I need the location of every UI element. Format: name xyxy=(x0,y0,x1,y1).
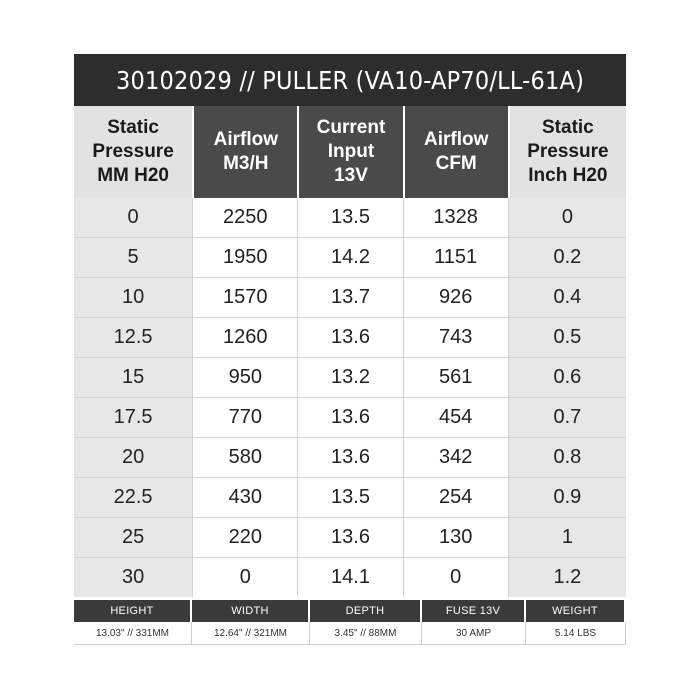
header-line: Pressure xyxy=(92,141,174,162)
static-pressure-mm-cell: 22.5 xyxy=(74,477,192,517)
airflow-m3h-cell: 0 xyxy=(192,557,297,597)
airflow-cfm-cell: 0 xyxy=(403,557,508,597)
table-row xyxy=(74,397,626,437)
product-title: 30102029 // PULLER (VA10-AP70/LL-61A) xyxy=(74,54,626,106)
dimension-label-fuse: FUSE 13V xyxy=(422,600,526,622)
airflow-cfm-cell: 743 xyxy=(403,317,508,357)
header-line: M3/H xyxy=(223,153,269,174)
current-input-cell: 13.6 xyxy=(297,517,402,557)
header-line: Pressure xyxy=(527,141,609,162)
table-row xyxy=(74,477,626,517)
table-row xyxy=(74,317,626,357)
static-pressure-inch-cell: 1.2 xyxy=(508,557,626,597)
airflow-cfm-cell: 926 xyxy=(403,277,508,317)
airflow-m3h-cell: 2250 xyxy=(192,198,297,237)
header-line: MM H20 xyxy=(97,165,169,186)
current-input-cell: 13.5 xyxy=(297,198,402,237)
airflow-m3h-cell: 220 xyxy=(192,517,297,557)
header-line: Airflow xyxy=(213,129,278,150)
header-line: Static xyxy=(542,117,594,138)
table-row xyxy=(74,517,626,557)
dimension-label-height: HEIGHT xyxy=(74,600,192,622)
table-row xyxy=(74,357,626,397)
header-airflow-cfm xyxy=(403,106,508,198)
dimension-label-depth: DEPTH xyxy=(310,600,422,622)
dimension-value-fuse: 30 AMP xyxy=(422,622,526,645)
static-pressure-inch-cell: 1 xyxy=(508,517,626,557)
dimension-value-weight: 5.14 LBS xyxy=(526,622,626,645)
header-line: 13V xyxy=(334,165,368,186)
static-pressure-mm-cell: 12.5 xyxy=(74,317,192,357)
current-input-cell: 14.1 xyxy=(297,557,402,597)
static-pressure-inch-cell: 0.4 xyxy=(508,277,626,317)
dimension-label-weight: WEIGHT xyxy=(526,600,626,622)
static-pressure-mm-cell: 5 xyxy=(74,237,192,277)
header-line: Static xyxy=(107,117,159,138)
table-body xyxy=(74,198,626,597)
static-pressure-mm-cell: 30 xyxy=(74,557,192,597)
header-line: CFM xyxy=(435,153,477,174)
airflow-m3h-cell: 1950 xyxy=(192,237,297,277)
airflow-cfm-cell: 1328 xyxy=(403,198,508,237)
header-airflow-m3h xyxy=(192,106,297,198)
header-line: Input xyxy=(327,141,375,162)
current-input-cell: 13.6 xyxy=(297,317,402,357)
airflow-m3h-cell: 1570 xyxy=(192,277,297,317)
current-input-cell: 13.5 xyxy=(297,477,402,517)
static-pressure-inch-cell: 0.5 xyxy=(508,317,626,357)
current-input-cell: 13.6 xyxy=(297,437,402,477)
airflow-cfm-cell: 254 xyxy=(403,477,508,517)
airflow-m3h-cell: 1260 xyxy=(192,317,297,357)
airflow-m3h-cell: 770 xyxy=(192,397,297,437)
current-input-cell: 13.7 xyxy=(297,277,402,317)
spec-card xyxy=(74,54,626,645)
static-pressure-mm-cell: 25 xyxy=(74,517,192,557)
header-line: Airflow xyxy=(423,129,489,150)
airflow-m3h-cell: 580 xyxy=(192,437,297,477)
airflow-cfm-cell: 561 xyxy=(403,357,508,397)
airflow-cfm-cell: 342 xyxy=(403,437,508,477)
header-line: Current xyxy=(316,117,386,138)
static-pressure-inch-cell: 0.9 xyxy=(508,477,626,517)
static-pressure-mm-cell: 10 xyxy=(74,277,192,317)
table-row xyxy=(74,237,626,277)
dimension-label-width: WIDTH xyxy=(192,600,310,622)
table-row xyxy=(74,277,626,317)
table-row xyxy=(74,557,626,597)
airflow-m3h-cell: 430 xyxy=(192,477,297,517)
header-static-pressure-inch xyxy=(508,106,626,198)
static-pressure-mm-cell: 0 xyxy=(74,198,192,237)
current-input-cell: 13.2 xyxy=(297,357,402,397)
static-pressure-inch-cell: 0.6 xyxy=(508,357,626,397)
header-current-input xyxy=(297,106,402,198)
airflow-cfm-cell: 454 xyxy=(403,397,508,437)
static-pressure-inch-cell: 0.7 xyxy=(508,397,626,437)
static-pressure-mm-cell: 15 xyxy=(74,357,192,397)
airflow-cfm-cell: 1151 xyxy=(403,237,508,277)
static-pressure-inch-cell: 0 xyxy=(508,198,626,237)
dimension-value-depth: 3.45" // 88MM xyxy=(310,622,422,645)
airflow-m3h-cell: 950 xyxy=(192,357,297,397)
static-pressure-mm-cell: 17.5 xyxy=(74,397,192,437)
static-pressure-inch-cell: 0.8 xyxy=(508,437,626,477)
table-row xyxy=(74,198,626,237)
dimensions-strip xyxy=(74,600,626,645)
static-pressure-inch-cell: 0.2 xyxy=(508,237,626,277)
dimension-value-width: 12.64" // 321MM xyxy=(192,622,310,645)
dimension-value-height: 13.03" // 331MM xyxy=(74,622,192,645)
table-row xyxy=(74,437,626,477)
table-header-row xyxy=(74,106,626,198)
current-input-cell: 14.2 xyxy=(297,237,402,277)
airflow-table xyxy=(74,106,626,597)
airflow-cfm-cell: 130 xyxy=(403,517,508,557)
current-input-cell: 13.6 xyxy=(297,397,402,437)
static-pressure-mm-cell: 20 xyxy=(74,437,192,477)
header-static-pressure-mm xyxy=(74,106,192,198)
header-line: Inch H20 xyxy=(528,165,608,186)
